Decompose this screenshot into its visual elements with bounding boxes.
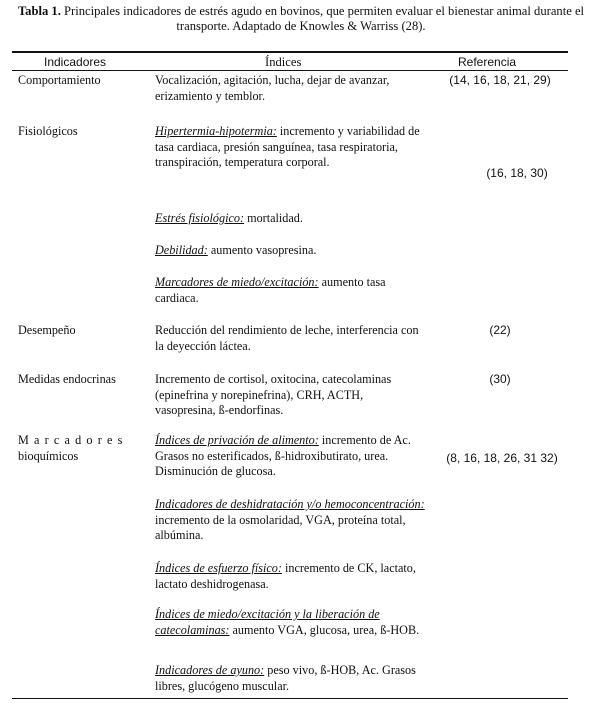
index-text: incremento de la osmolaridad, VGA, proteína total, albúmina. xyxy=(155,512,406,542)
indicator-fisiologicos: Fisiológicos xyxy=(18,124,78,138)
header-rule xyxy=(12,70,568,71)
indicator-comportamiento: Comportamiento xyxy=(18,73,101,87)
index-text: aumento VGA, glucosa, urea, ß-HOB. xyxy=(229,622,420,637)
index-text: mortalidad. xyxy=(244,211,303,225)
indicator-endocrinas: Medidas endocrinas xyxy=(18,372,116,386)
indicator-bioquimicos-line-2: bioquímicos xyxy=(18,448,79,463)
index-fisiologicos-4 xyxy=(155,275,425,306)
index-fisiologicos-3 xyxy=(155,243,425,259)
index-comportamiento: Vocalización, agitación, lucha, dejar de avanzar, erizamiento y temblor. xyxy=(155,73,390,103)
ref-desempeno: (22) xyxy=(489,323,511,337)
index-term: Índices de privación de alimento: xyxy=(155,433,319,447)
index-term: Estrés fisiológico: xyxy=(155,211,245,225)
indicator-bioquimicos xyxy=(18,433,148,464)
indicator-bioquimicos-line-1: Marcadores xyxy=(18,433,128,447)
index-term: Hipertermia-hipotermia: xyxy=(155,124,277,138)
index-desempeno: Reducción del rendimiento de leche, interferencia con la deyección láctea. xyxy=(155,323,419,353)
index-text: incremento de Ac. Grasos no esterificados, ß-hidroxibutirato, urea. Disminución de glucosa. xyxy=(155,433,411,478)
header-indices: Índices xyxy=(265,55,302,69)
index-term: Indicadores de ayuno: xyxy=(155,663,265,677)
bottom-rule xyxy=(12,698,568,699)
index-text: peso vivo, ß-HOB, Ac. Grasos libres, glucógeno muscular. xyxy=(155,663,416,693)
caption-label: Tabla 1. xyxy=(17,4,61,18)
ref-endocrinas: (30) xyxy=(489,372,511,386)
index-bioquimicos-5 xyxy=(155,663,425,694)
top-rule xyxy=(12,51,568,53)
index-fisiologicos-1 xyxy=(155,124,425,171)
index-text: aumento tasa cardiaca. xyxy=(155,275,386,305)
ref-bioquimicos: (8, 16, 18, 26, 31 32) xyxy=(446,451,558,465)
index-term: Indicadores de deshidratación y/o hemoconcentración: xyxy=(155,497,425,511)
caption-text: Principales indicadores de estrés agudo en bovinos, que permiten evaluar el bienestar animal durante el transporte. Adaptado de Knowles & Warriss (28). xyxy=(64,4,585,33)
index-bioquimicos-3 xyxy=(155,561,425,592)
index-bioquimicos-2 xyxy=(155,497,425,544)
index-term: Marcadores de miedo/excitación: xyxy=(155,275,319,289)
table-caption xyxy=(8,4,594,34)
index-term: Índices de esfuerzo físico: xyxy=(155,561,282,575)
index-term: Debilidad: xyxy=(155,243,208,257)
index-term: Índices de miedo/excitación y la liberación de catecolaminas: xyxy=(155,607,380,637)
index-text: aumento vasopresina. xyxy=(207,243,317,257)
index-bioquimicos-4 xyxy=(155,607,425,638)
header-referencia: Referencia xyxy=(458,55,517,69)
index-bioquimicos-1 xyxy=(155,433,425,480)
index-fisiologicos-2 xyxy=(155,211,425,227)
ref-comportamiento: (14, 16, 18, 21, 29) xyxy=(449,73,551,87)
header-indicadores: Indicadores xyxy=(44,55,107,69)
index-endocrinas: Incremento de cortisol, oxitocina, catecolaminas (epinefrina y norepinefrina), CRH, ACTH, vasopresina, ß-endorfinas. xyxy=(155,372,392,417)
indicator-desempeno: Desempeño xyxy=(18,323,76,337)
index-text: incremento y variabilidad de tasa cardiaca, presión sanguínea, tasa respiratoria, transpiración, temperatura corporal. xyxy=(155,124,420,169)
index-text: incremento de CK, lactato, lactato deshidrogenasa. xyxy=(155,561,416,591)
ref-fisiologicos: (16, 18, 30) xyxy=(486,166,548,180)
